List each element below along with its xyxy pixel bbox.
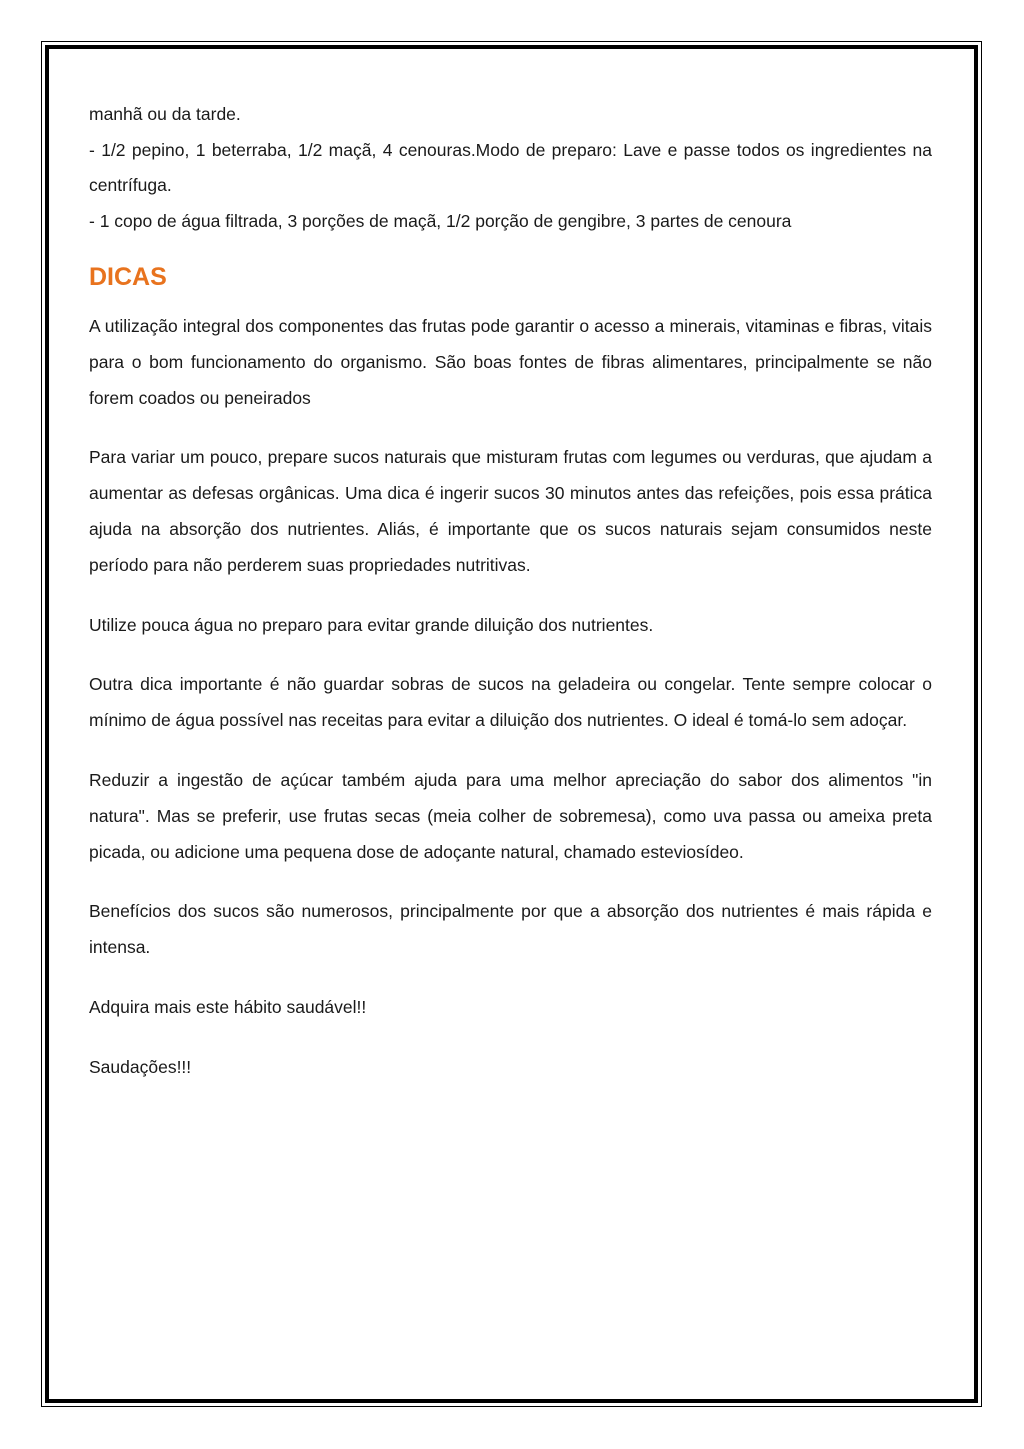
paragraph: Utilize pouca água no preparo para evitar grande diluição dos nutrientes. — [89, 614, 654, 635]
closing-line: Saudações!!! — [89, 1056, 192, 1077]
intro-line: - 1 copo de água filtrada, 3 porções de maçã, 1/2 porção de gengibre, 3 partes de cenoura — [89, 210, 792, 231]
intro-line: manhã ou da tarde. — [89, 104, 241, 124]
paragraph: Reduzir a ingestão de açúcar também ajuda para uma melhor apreciação do sabor dos alimentos "in natura". Mas se preferir, use frutas secas (meia colher de sobremesa), como uva passa ou ameixa preta picada, ou adicione uma pequena dose de adoçante natural, chamado esteviosídeo. — [89, 769, 932, 862]
paragraph: Benefícios dos sucos são numerosos, principalmente por que a absorção dos nutrientes é mais rápida e intensa. — [89, 901, 932, 958]
section-heading: DICAS — [89, 263, 167, 291]
document-body — [89, 97, 932, 1086]
paragraph: Outra dica importante é não guardar sobras de sucos na geladeira ou congelar. Tente sempre colocar o mínimo de água possível nas receitas para evitar a diluição dos nutrientes. O ideal é tomá-lo sem adoçar. — [89, 674, 932, 731]
paragraph: Adquira mais este hábito saudável!! — [89, 996, 367, 1017]
paragraph: A utilização integral dos componentes das frutas pode garantir o acesso a minerais, vitaminas e fibras, vitais para o bom funcionamento do organismo. São boas fontes de fibras alimentares, principalmente se não forem coados ou peneirados — [89, 316, 932, 408]
intro-line: - 1/2 pepino, 1 beterraba, 1/2 maçã, 4 cenouras.Modo de preparo: Lave e passe todos os ingredientes na centrífuga. — [89, 139, 932, 195]
paragraph: Para variar um pouco, prepare sucos naturais que misturam frutas com legumes ou verduras, que ajudam a aumentar as defesas orgânicas. Uma dica é ingerir sucos 30 minutos antes das refeições, pois essa prática ajuda na absorção dos nutrientes. Aliás, é importante que os sucos naturais sejam consumidos neste período para não perderem suas propriedades nutritivas. — [89, 447, 932, 575]
